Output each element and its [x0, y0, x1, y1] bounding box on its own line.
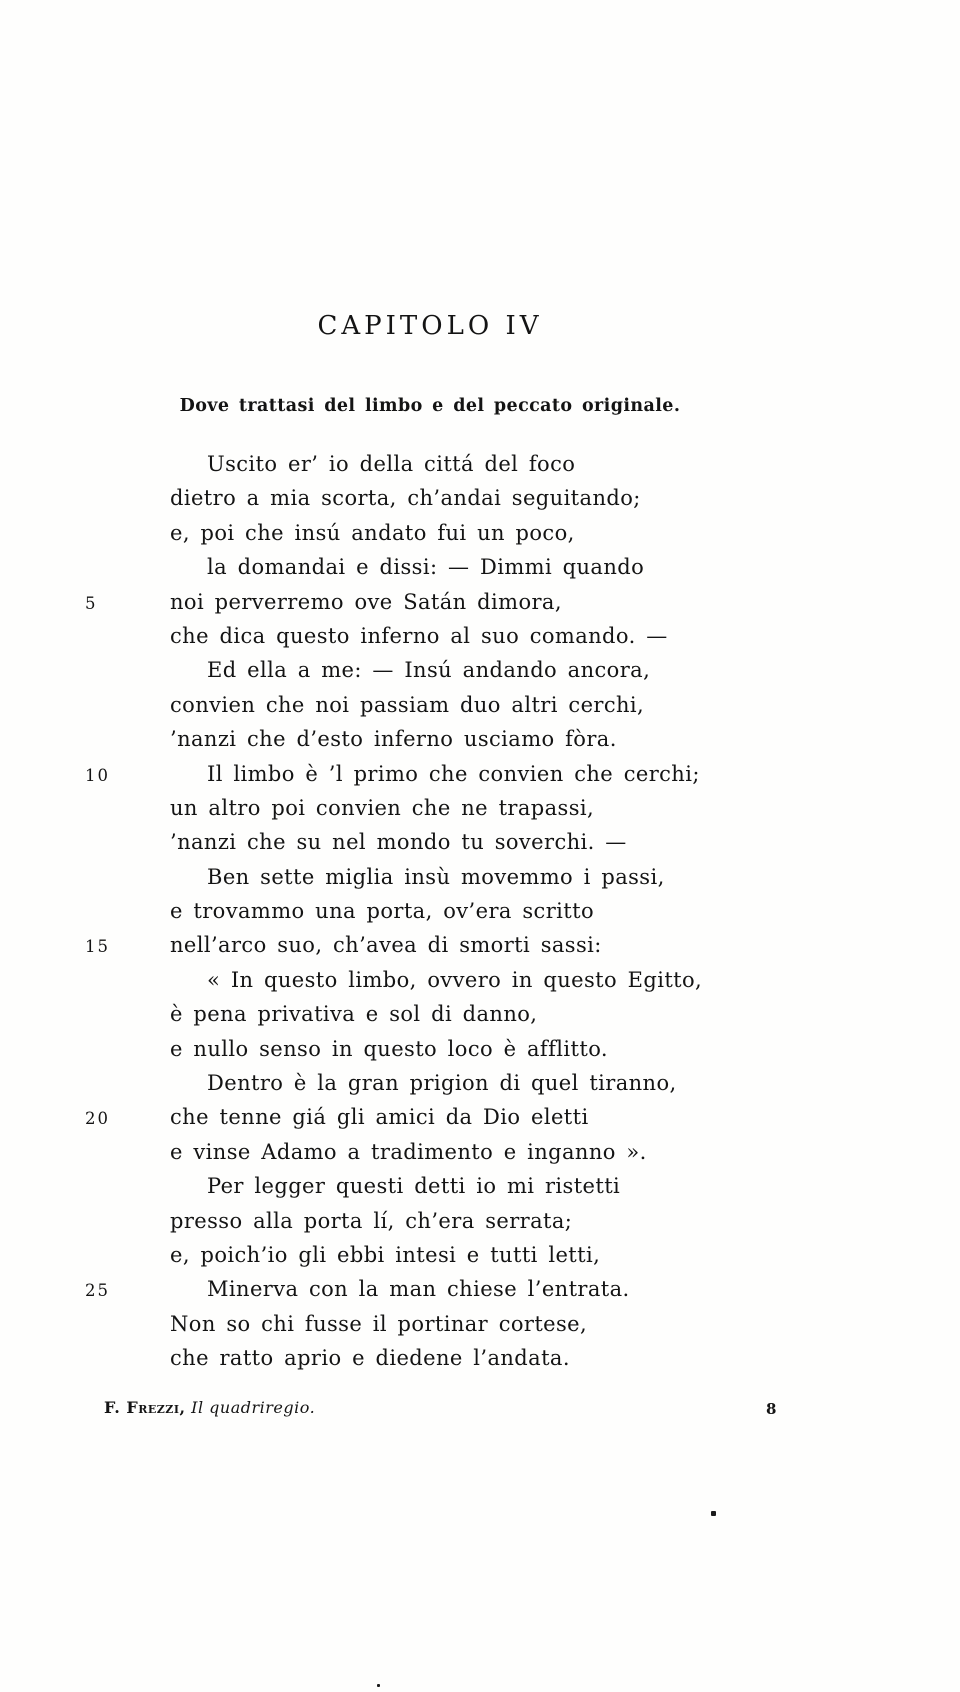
verse-line [85, 830, 745, 864]
verse-line [85, 1037, 745, 1071]
verse-text: che tenne giá gli amici da Dio eletti [170, 1105, 589, 1130]
verse-line [85, 1312, 745, 1346]
verse-line [85, 865, 745, 899]
verse-line [85, 624, 745, 658]
chapter-title: CAPITOLO IV [317, 311, 543, 341]
verse-text: la domandai e dissi: — Dimmi quando [207, 555, 645, 580]
verse-line [85, 590, 745, 624]
verse-line [85, 1140, 745, 1174]
verse-line [85, 968, 745, 1002]
verse-line [85, 762, 745, 796]
verse-text: Ed ella a me: — Insú andando ancora, [207, 658, 651, 683]
scan-speck [377, 1684, 380, 1687]
verse-text: convien che noi passiam duo altri cerchi, [170, 692, 645, 717]
verse-text: che dica questo inferno al suo comando. — [170, 623, 668, 648]
verse-text: e, poi che insú andato fui un poco, [170, 520, 575, 545]
verse-text: ’nanzi che d’esto inferno usciamo fòra. [170, 727, 617, 752]
verse-line [85, 1174, 745, 1208]
verse-text: e, poich’io gli ebbi intesi e tutti letti, [170, 1242, 601, 1267]
verse-text: Il limbo è ’l primo che convien che cerchi; [207, 761, 700, 786]
verse-text: e trovammo una porta, ov’era scritto [170, 899, 594, 924]
poem [85, 452, 745, 1381]
verse-line [85, 555, 745, 589]
footer-author: F. Frezzi, [104, 1398, 186, 1417]
footer-note [104, 1398, 315, 1417]
verse-line [85, 727, 745, 761]
verse-text: e nullo senso in questo loco è afflitto. [170, 1036, 608, 1061]
verse-line [85, 899, 745, 933]
line-number: 5 [85, 593, 98, 613]
verse-text: ’nanzi che su nel mondo tu soverchi. — [170, 830, 627, 855]
scan-speck [711, 1511, 716, 1516]
verse-line [85, 1346, 745, 1380]
verse-text: e vinse Adamo a tradimento e inganno ». [170, 1139, 647, 1164]
verse-text: Per legger questi detti io mi ristetti [207, 1174, 621, 1199]
verse-text: Uscito er’ io della cittá del foco [207, 452, 576, 476]
verse-line [85, 693, 745, 727]
verse-line [85, 1243, 745, 1277]
line-number: 20 [85, 1109, 110, 1129]
verse-text: « In questo limbo, ovvero in questo Egitto, [207, 967, 703, 992]
verse-line [85, 521, 745, 555]
verse-text: Dentro è la gran prigion di quel tiranno, [207, 1071, 677, 1096]
verse-line [85, 486, 745, 520]
verse-line [85, 658, 745, 692]
verse-text: un altro poi convien che ne trapassi, [170, 795, 595, 820]
verse-text: nell’arco suo, ch’avea di smorti sassi: [170, 933, 602, 958]
verse-text: Minerva con la man chiese l’entrata. [207, 1277, 630, 1302]
line-number: 10 [85, 765, 110, 785]
verse-line [85, 1002, 745, 1036]
verse-text: presso alla porta lí, ch’era serrata; [170, 1208, 573, 1233]
verse-text: che ratto aprio e diedene l’andata. [170, 1346, 570, 1371]
verse-line [85, 1105, 745, 1139]
verse-line [85, 1277, 745, 1311]
line-number: 15 [85, 937, 110, 957]
verse-text: Ben sette miglia insù movemmo i passi, [207, 864, 665, 889]
verse-text: è pena privativa e sol di danno, [170, 1002, 538, 1027]
signature-mark: 8 [766, 1400, 777, 1418]
verse-text: Non so chi fusse il portinar cortese, [170, 1311, 588, 1336]
line-number: 25 [85, 1281, 110, 1301]
verse-line [85, 933, 745, 967]
verse-text: noi perverremo ove Satán dimora, [170, 589, 562, 614]
footer-work-title: Il quadriregio. [191, 1398, 316, 1417]
verse-line [85, 796, 745, 830]
verse-text: dietro a mia scorta, ch’andai seguitando; [170, 486, 641, 511]
verse-line [85, 1071, 745, 1105]
verse-line [85, 1209, 745, 1243]
chapter-subtitle: Dove trattasi del limbo e del peccato originale. [179, 396, 681, 416]
verse-line [85, 452, 745, 486]
